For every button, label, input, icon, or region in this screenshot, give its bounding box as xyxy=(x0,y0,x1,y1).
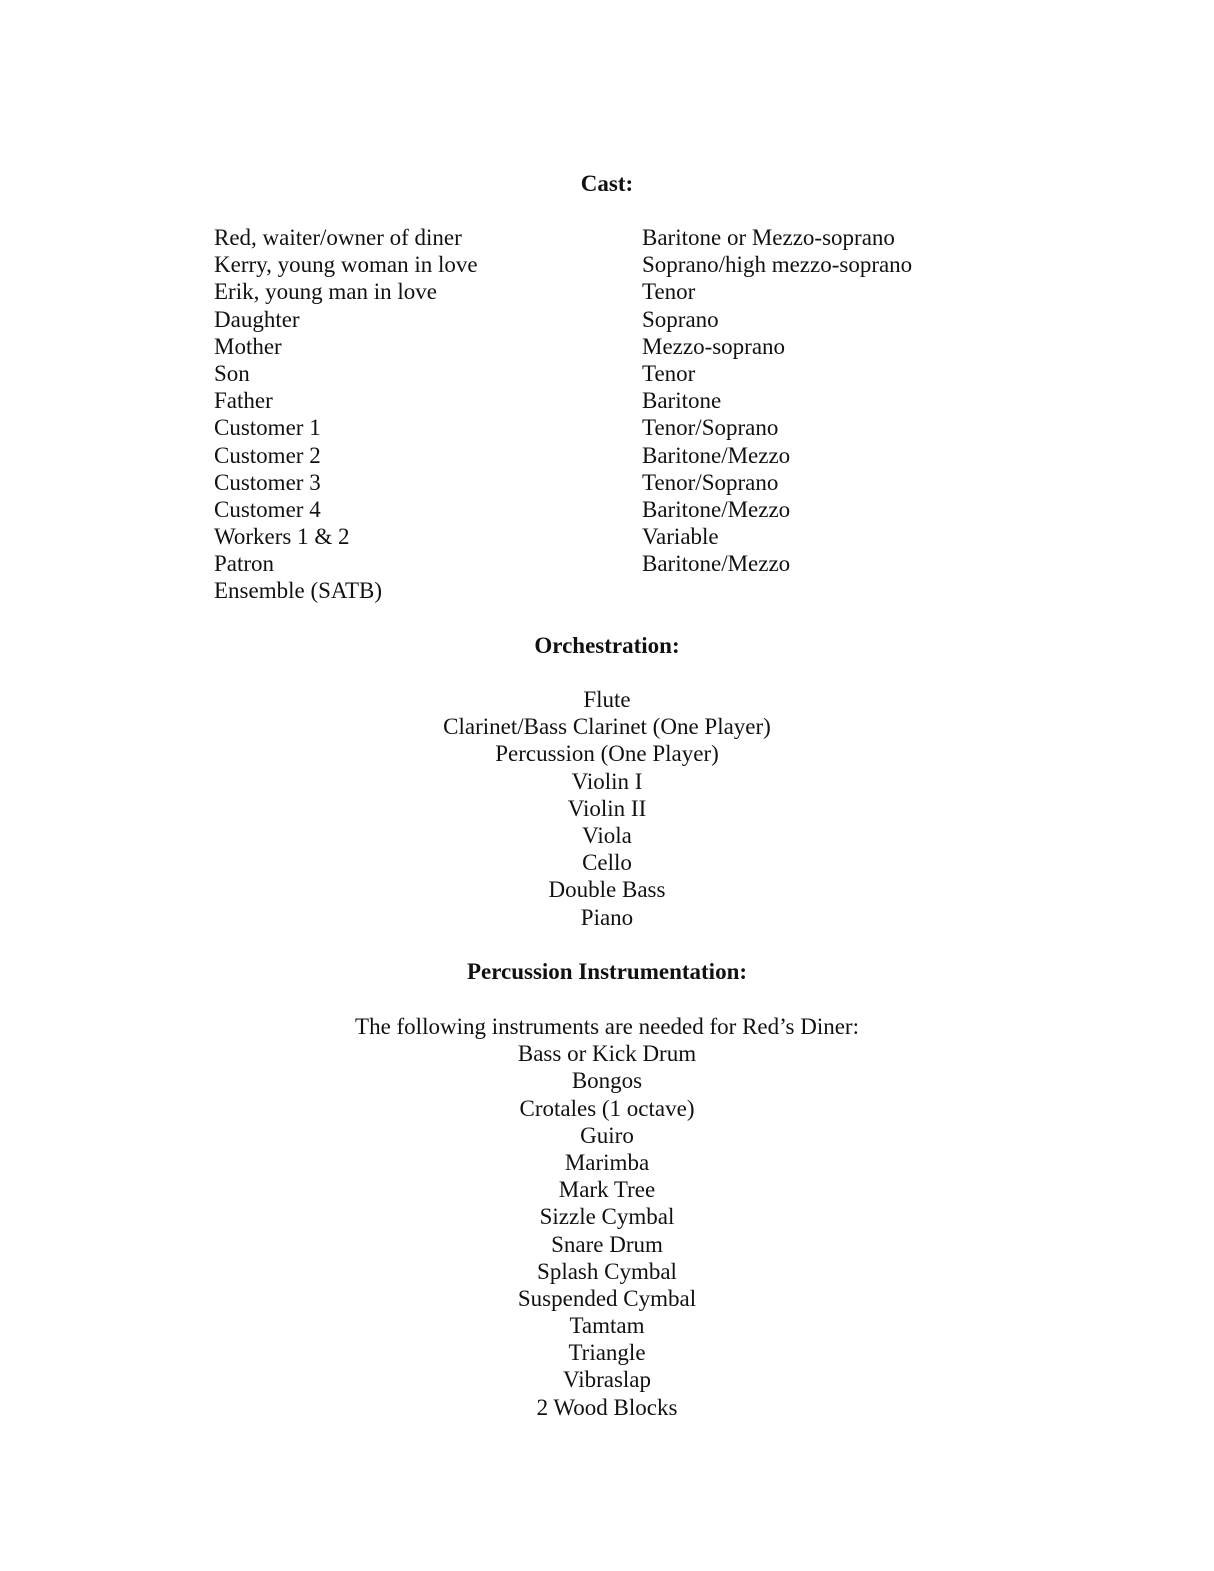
cast-voice: Baritone/Mezzo xyxy=(642,551,791,577)
cast-row xyxy=(214,414,1014,441)
cast-row xyxy=(214,469,1014,496)
cast-role: Erik, young man in love xyxy=(214,279,437,305)
cast-voice: Soprano xyxy=(642,306,719,332)
cast-role: Son xyxy=(214,360,250,386)
cast-voice: Baritone or Mezzo-soprano xyxy=(642,225,895,250)
percussion-item: Splash Cymbal xyxy=(537,1258,677,1284)
cast-voice: Tenor/Soprano xyxy=(642,469,779,495)
cast-voice: Baritone xyxy=(642,388,722,414)
instrument-item: Viola xyxy=(582,822,632,848)
percussion-item: Marimba xyxy=(564,1149,650,1175)
cast-voice: Baritone/Mezzo xyxy=(642,442,791,468)
cast-role: Mother xyxy=(214,333,282,359)
cast-role: Customer 4 xyxy=(214,496,321,522)
cast-row xyxy=(214,360,1014,387)
cast-role: Workers 1 & 2 xyxy=(214,524,350,550)
cast-role: Ensemble (SATB) xyxy=(214,578,383,604)
percussion-item: Triangle xyxy=(568,1340,646,1366)
cast-role: Customer 2 xyxy=(214,442,321,468)
instrument-item: Cello xyxy=(582,850,632,876)
percussion-item: Bass or Kick Drum xyxy=(517,1041,697,1067)
cast-voice: Tenor xyxy=(642,279,696,305)
cast-row xyxy=(214,333,1014,360)
cast-row xyxy=(214,523,1014,550)
cast-role: Kerry, young woman in love xyxy=(214,252,478,278)
cast-role: Customer 1 xyxy=(214,415,321,441)
cast-role: Father xyxy=(214,388,273,414)
cast-row xyxy=(214,224,1014,251)
cast-voice: Mezzo-soprano xyxy=(642,333,786,359)
percussion-item: Crotales (1 octave) xyxy=(519,1095,695,1121)
cast-row xyxy=(214,251,1014,278)
percussion-item: Vibraslap xyxy=(562,1367,652,1393)
cast-voice: Tenor xyxy=(642,360,696,386)
cast-list xyxy=(214,224,1014,605)
instrument-item: Piano xyxy=(580,904,634,930)
orchestration-heading: Orchestration: xyxy=(534,633,680,658)
cast-role: Patron xyxy=(214,551,275,577)
cast-role: Customer 3 xyxy=(214,469,321,495)
percussion-list xyxy=(0,1013,1214,1421)
instrument-item: Flute xyxy=(583,687,631,712)
percussion-heading: Percussion Instrumentation: xyxy=(466,959,748,984)
percussion-item: Tamtam xyxy=(569,1313,645,1339)
cast-voice: Soprano/high mezzo-soprano xyxy=(642,252,913,278)
percussion-item: Sizzle Cymbal xyxy=(539,1204,675,1230)
cast-row xyxy=(214,442,1014,469)
instrument-item: Clarinet/Bass Clarinet (One Player) xyxy=(443,714,771,740)
percussion-item: 2 Wood Blocks xyxy=(536,1394,678,1420)
cast-row xyxy=(214,550,1014,577)
cast-role: Daughter xyxy=(214,306,300,332)
cast-row xyxy=(214,577,1014,604)
cast-voice: Tenor/Soprano xyxy=(642,415,779,441)
cast-row xyxy=(214,496,1014,523)
percussion-item: Bongos xyxy=(571,1068,643,1094)
instrument-item: Double Bass xyxy=(548,877,666,903)
cast-heading: Cast: xyxy=(580,171,634,196)
cast-row xyxy=(214,387,1014,414)
cast-role: Red, waiter/owner of diner xyxy=(214,225,462,250)
cast-row xyxy=(214,306,1014,333)
instrument-item: Percussion (One Player) xyxy=(495,741,719,767)
percussion-item: Suspended Cymbal xyxy=(517,1285,697,1311)
percussion-intro: The following instruments are needed for Red’s Diner: xyxy=(355,1014,859,1039)
instrument-item: Violin II xyxy=(567,795,647,821)
percussion-item: Snare Drum xyxy=(551,1231,663,1257)
percussion-item: Mark Tree xyxy=(558,1177,656,1203)
instrument-item: Violin I xyxy=(571,768,643,794)
cast-voice: Variable xyxy=(642,524,719,550)
percussion-item: Guiro xyxy=(580,1122,634,1148)
cast-voice: Baritone/Mezzo xyxy=(642,496,791,522)
orchestration-list xyxy=(0,686,1214,931)
cast-row xyxy=(214,278,1014,305)
